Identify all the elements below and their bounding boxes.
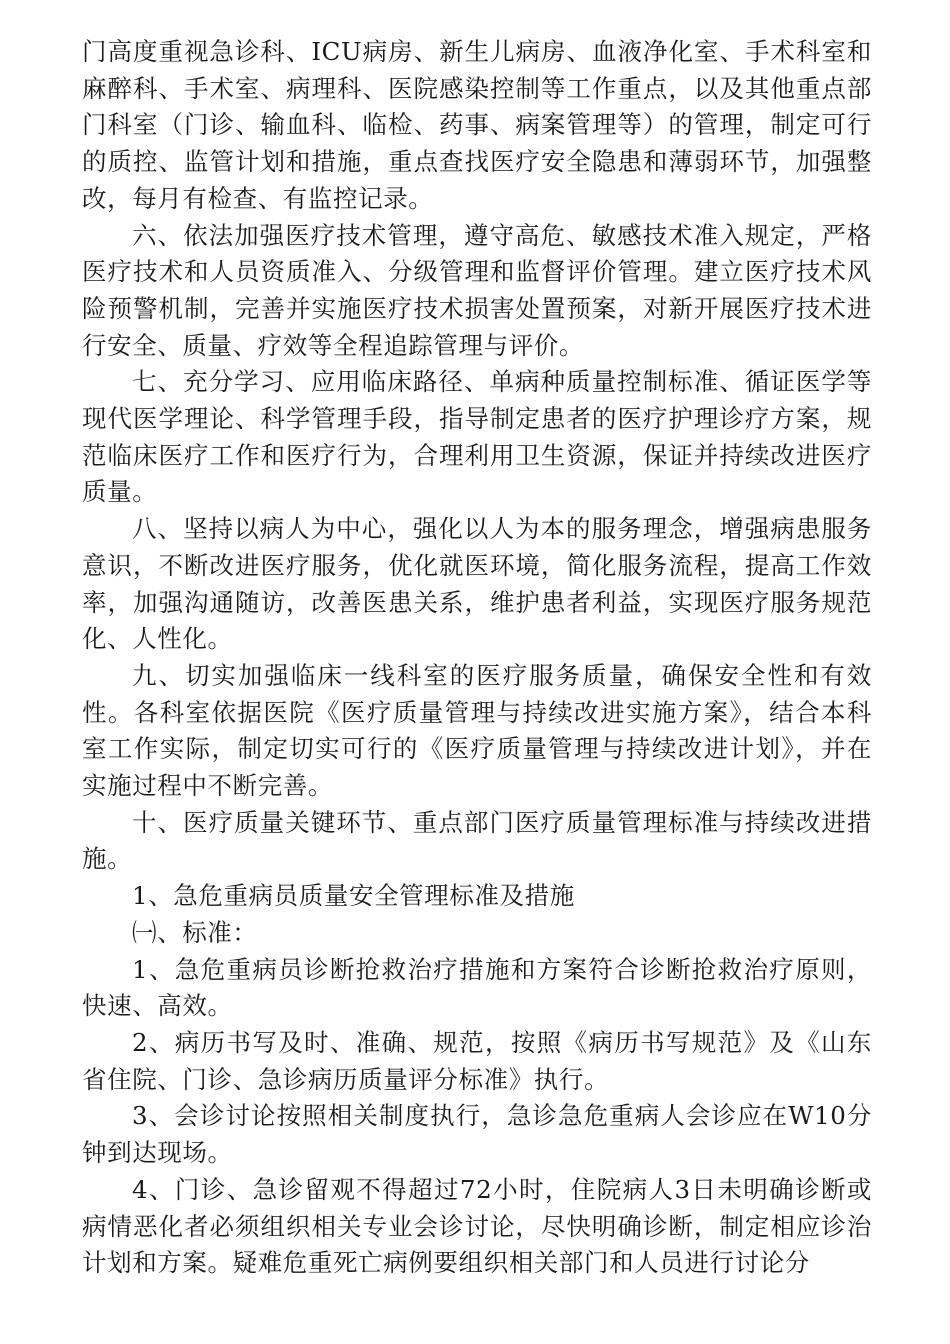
standard-item-3: 3、会诊讨论按照相关制度执行，急诊急危重病人会诊应在W10分钟到达现场。 xyxy=(82,1101,872,1168)
subheading-critical-patients: 1、急危重病员质量安全管理标准及措施 xyxy=(132,881,575,911)
paragraph-section-8: 八、坚持以病人为中心，强化以人为本的服务理念，增强病患服务意识，不断改进医疗服务，优化就医环境，简化服务流程，提高工作效率，加强沟通随访，改善医患关系，维护患者利益，实现医疗服务规范化、人性化。 xyxy=(82,514,872,654)
subheading-standards: ㈠、标准： xyxy=(132,917,258,947)
standard-item-2: 2、病历书写及时、准确、规范，按照《病历书写规范》及《山东省住院、门诊、急诊病历质量评分标准》执行。 xyxy=(82,1027,872,1094)
paragraph-section-9: 九、切实加强临床一线科室的医疗服务质量，确保安全性和有效性。各科室依据医院《医疗质量管理与持续改进实施方案》，结合本科室工作实际，制定切实可行的《医疗质量管理与持续改进计划》，并在实施过程中不断完善。 xyxy=(82,660,872,801)
paragraph-continuation: 门高度重视急诊科、ICU病房、新生儿病房、血液净化室、手术科室和麻醉科、手术室、病理科、医院感染控制等工作重点，以及其他重点部门科室（门诊、输血科、临检、药事、病案管理等）的管理，制定可行的质控、监管计划和措施，重点查找医疗安全隐患和薄弱环节，加强整改，每月有检查、有监控记录。 xyxy=(82,37,872,213)
paragraph-section-7: 七、充分学习、应用临床路径、单病种质量控制标准、循证医学等现代医学理论、科学管理手段，指导制定患者的医疗护理诊疗方案，规范临床医疗工作和医疗行为，合理利用卫生资源，保证并持续改进医疗质量。 xyxy=(82,367,872,507)
standard-item-1: 1、急危重病员诊断抢救治疗措施和方案符合诊断抢救治疗原则，快速、高效。 xyxy=(82,954,872,1021)
standard-item-4: 4、门诊、急诊留观不得超过72小时，住院病人3日未明确诊断或病情恶化者必须组织相关专业会诊讨论，尽快明确诊断，制定相应诊治计划和方案。疑难危重死亡病例要组织相关部门和人员进行讨论分 xyxy=(82,1174,872,1278)
paragraph-section-6: 六、依法加强医疗技术管理，遵守高危、敏感技术准入规定，严格医疗技术和人员资质准入、分级管理和监督评价管理。建立医疗技术风险预警机制，完善并实施医疗技术损害处置预案，对新开展医疗技术进行安全、质量、疗效等全程追踪管理与评价。 xyxy=(82,220,872,360)
document-page xyxy=(82,34,872,1282)
paragraph-section-10: 十、医疗质量关键环节、重点部门医疗质量管理标准与持续改进措施。 xyxy=(82,807,872,874)
